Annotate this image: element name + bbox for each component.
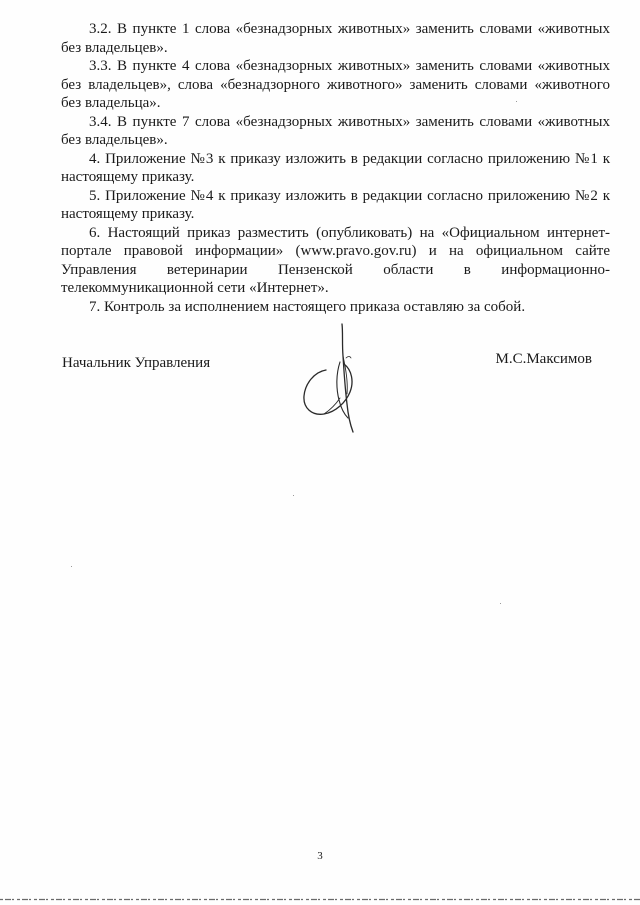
paragraph-3-2: 3.2. В пункте 1 слова «безнадзорных животных» заменить словами «животных без владельцев». — [61, 21, 610, 56]
signatory-name: М.С.Максимов — [495, 351, 592, 367]
paragraph-7: 7. Контроль за исполнением настоящего приказа оставляю за собой. — [89, 298, 526, 315]
scan-speck — [516, 101, 517, 102]
paragraph-3-4: 3.4. В пункте 7 слова «безнадзорных животных» заменить словами «животных без владельцев». — [61, 113, 610, 148]
scan-speck — [71, 566, 72, 567]
scan-bottom-edge — [0, 898, 640, 901]
paragraph-5: 5. Приложение №4 к приказу изложить в редакции согласно приложению №2 к настоящему приказу. — [61, 187, 610, 222]
page-number: 3 — [317, 850, 323, 862]
scan-speck — [500, 603, 501, 604]
handwritten-signature — [296, 322, 366, 434]
paragraph-3-3: 3.3. В пункте 4 слова «безнадзорных животных» заменить словами «животных без владельцев», слова «безнадзорного животного» заменить словами «животного без владельца». — [61, 58, 610, 111]
document-body — [61, 20, 610, 316]
signatory-title: Начальник Управления — [62, 355, 211, 371]
paragraph-6: 6. Настоящий приказ разместить (опубликовать) на «Официальном интернет-портале правовой информации» (www.pravo.gov.ru) и на официальном сайте Управления ветеринарии Пензенской области в информационно-телекоммуникационной сети «Интернет». — [61, 224, 610, 296]
scan-speck — [293, 495, 294, 496]
paragraph-4: 4. Приложение №3 к приказу изложить в редакции согласно приложению №1 к настоящему приказу. — [61, 150, 610, 185]
